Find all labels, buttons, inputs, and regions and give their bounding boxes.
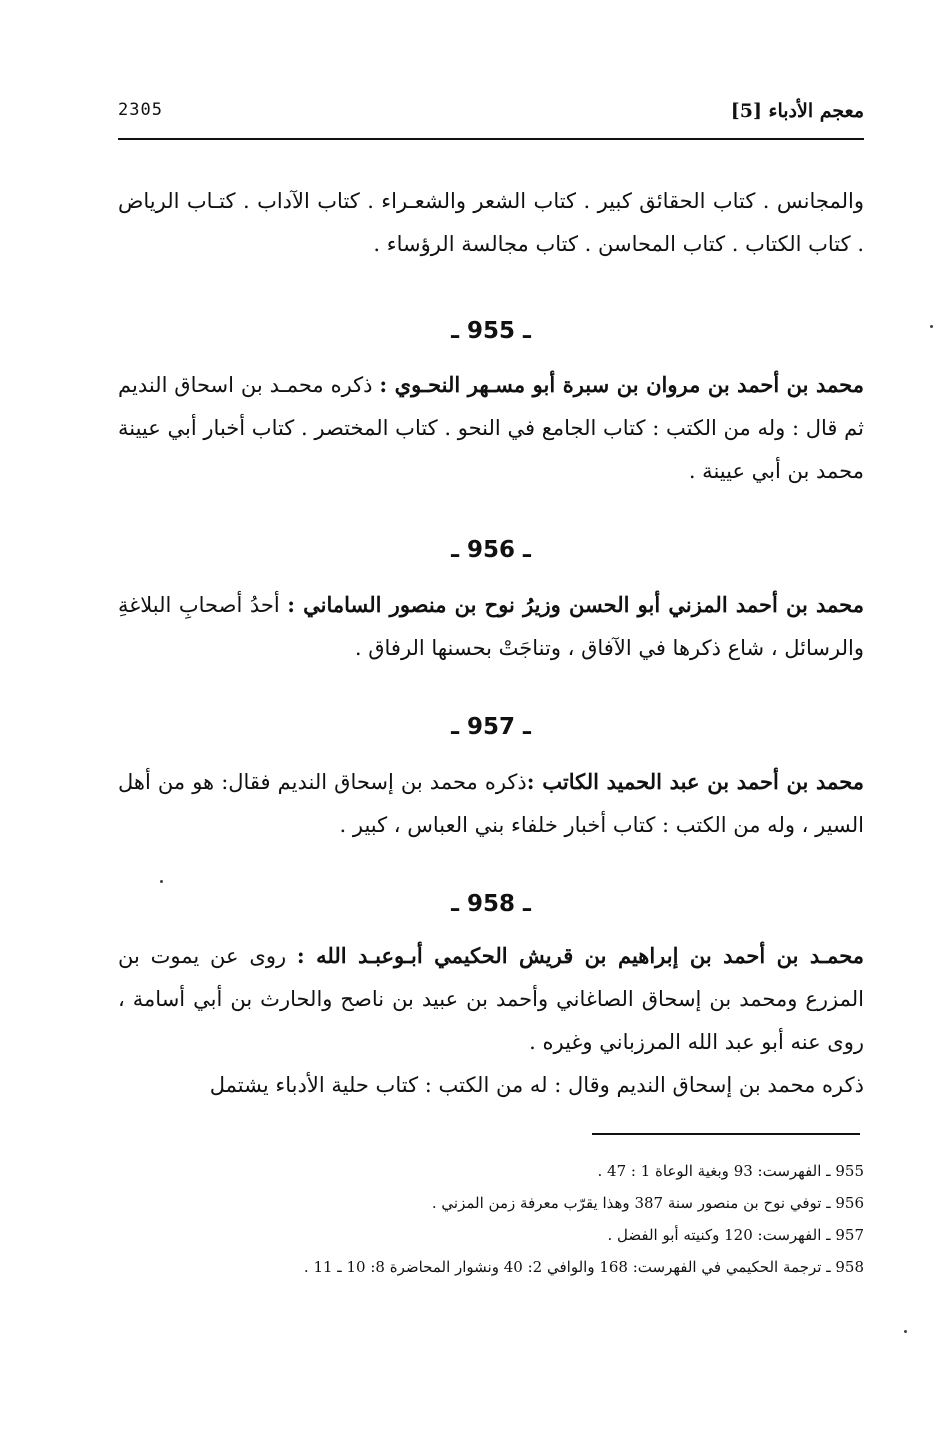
footnote-957: 957 ـ الفهرست: 120 وكنيته أبو الفضل . xyxy=(607,1226,864,1244)
footnote-rule xyxy=(592,1133,860,1135)
intro-paragraph: والمجانس . كتاب الحقائق كبير . كتاب الشعر والشعـراء . كتاب الآداب . كتـاب الرياض . كتاب الكتاب . كتاب المحاسن . كتاب مجالسة الرؤساء . xyxy=(118,189,864,256)
entry-name: محمد بن أحمد بن مروان بن سبرة أبو مسـهر النحـوي : xyxy=(379,372,864,397)
scan-speck xyxy=(160,880,163,883)
running-header xyxy=(118,100,864,130)
entry-text: ذكره محمد بن إسحاق النديم فقال: هو من أهل السير ، وله من الكتب : كتاب أخبار خلفاء بني العباس ، كبير . xyxy=(118,770,864,837)
page-number: 2305 xyxy=(118,100,163,120)
footnote-956: 956 ـ توفي نوح بن منصور سنة 387 وهذا يقرّب معرفة زمن المزني . xyxy=(431,1194,864,1212)
entry-955 xyxy=(118,363,864,493)
footnote-955: 955 ـ الفهرست: 93 وبغية الوعاة 1 : 47 . xyxy=(597,1162,864,1180)
entry-958-continued: ذكره محمد بن إسحاق النديم وقال : له من الكتب : كتاب حلية الأدباء يشتمل xyxy=(209,1073,864,1097)
entry-number-958: ـ 958 ـ xyxy=(451,891,531,917)
entry-957 xyxy=(118,760,864,847)
entry-text: روى عن يموت بن المزرع ومحمد بن إسحاق الصاغاني وأحمد بن عبيد بن ناصح والحارث بن أبي أسامة ، روى عنه أبو عبد الله المرزباني وغيره . xyxy=(118,944,864,1054)
entry-text: ذكره محمـد بن اسحاق النديم ثم قال : وله من الكتب : كتاب الجامع في النحو . كتاب المختصر . كتاب أخبار أبي عيينة محمد بن أبي عيينة . xyxy=(118,373,864,483)
entry-text: أحدُ أصحابِ البلاغةِ والرسائل ، شاع ذكرها في الآفاق ، وتناجَتْ بحسنها الرفاق . xyxy=(118,593,864,660)
entry-number-957: ـ 957 ـ xyxy=(451,714,531,740)
entry-number-955: ـ 955 ـ xyxy=(451,318,531,344)
footnote-958: 958 ـ ترجمة الحكيمي في الفهرست: 168 والوافي 2: 40 ونشوار المحاضرة 8: 10 ـ 11 . xyxy=(303,1258,864,1276)
entry-name: محمد بن أحمد بن عبد الحميد الكاتب : xyxy=(526,769,865,794)
entry-number-956: ـ 956 ـ xyxy=(451,537,531,563)
entry-956 xyxy=(118,583,864,670)
scan-speck xyxy=(930,325,933,328)
entry-name: محمد بن أحمد المزني أبو الحسن وزيرُ نوح بن منصور الساماني : xyxy=(287,592,864,617)
header-rule xyxy=(118,138,864,140)
entry-name: محمـد بن أحمد بن إبراهيم بن قريش الحكيمي أبـوعبـد الله : xyxy=(296,943,865,968)
scan-speck xyxy=(904,1330,907,1333)
header-title: معجم الأدباء [5] xyxy=(730,100,864,122)
entry-958 xyxy=(118,934,864,1064)
